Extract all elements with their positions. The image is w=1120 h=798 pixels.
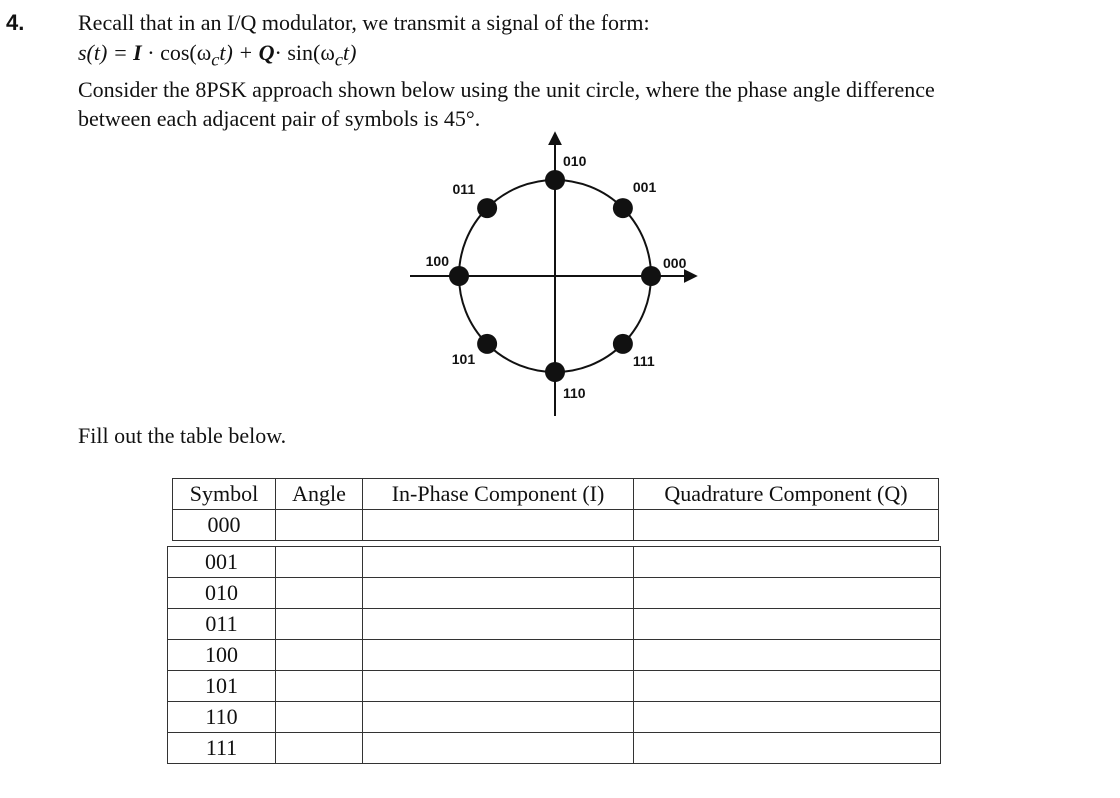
angle-cell[interactable] (276, 547, 363, 578)
symbol-cell: 001 (168, 547, 276, 578)
formula-cos: cos(ω (160, 40, 212, 65)
symbol-point (545, 362, 565, 382)
symbol-cell: 100 (168, 640, 276, 671)
fill-instruction: Fill out the table below. (78, 423, 287, 448)
formula-dot: · (141, 40, 161, 65)
angle-cell[interactable] (276, 702, 363, 733)
symbol-label: 011 (452, 181, 476, 198)
table-row (168, 671, 941, 702)
symbol-point (449, 266, 469, 286)
formula-dot2: · (274, 40, 288, 65)
quadrature-cell[interactable] (634, 671, 941, 702)
formula-sin: sin(ω (287, 40, 335, 65)
in-phase-cell[interactable] (363, 547, 634, 578)
in-phase-cell[interactable] (363, 671, 634, 702)
table-row (168, 733, 941, 764)
quadrature-cell[interactable] (634, 510, 939, 541)
table-row (168, 640, 941, 671)
formula-t2: t) (342, 40, 357, 65)
question-number: 4. (6, 10, 25, 35)
in-phase-cell[interactable] (363, 510, 634, 541)
symbol-cell: 000 (173, 510, 276, 541)
description-line-2: between each adjacent pair of symbols is 45°. (78, 106, 481, 131)
header-symbol: Symbol (173, 479, 276, 510)
symbol-cell: 111 (168, 733, 276, 764)
quadrature-cell[interactable] (634, 702, 941, 733)
in-phase-cell[interactable] (363, 702, 634, 733)
symbol-cell: 011 (168, 609, 276, 640)
table-row (168, 547, 941, 578)
8psk-constellation-diagram (405, 128, 705, 418)
angle-cell[interactable] (276, 671, 363, 702)
symbol-label: 001 (632, 179, 657, 196)
quadrature-cell[interactable] (634, 547, 941, 578)
symbol-point (613, 198, 633, 218)
symbol-label: 111 (632, 352, 655, 369)
in-phase-cell[interactable] (363, 733, 634, 764)
quadrature-cell[interactable] (634, 640, 941, 671)
formula-sub: c (211, 49, 220, 70)
symbol-label: 110 (563, 385, 586, 401)
formula-t: t) + (219, 40, 259, 65)
angle-cell[interactable] (276, 733, 363, 764)
symbol-point (477, 198, 497, 218)
table-row (168, 702, 941, 733)
in-phase-cell[interactable] (363, 640, 634, 671)
signal-formula (78, 40, 356, 70)
angle-cell[interactable] (276, 578, 363, 609)
formula-q: Q (258, 40, 275, 65)
symbol-label: 010 (563, 153, 587, 169)
symbol-label: 101 (451, 350, 476, 367)
symbol-point (545, 170, 565, 190)
table-header (172, 478, 939, 541)
table-row (168, 609, 941, 640)
answer-table (167, 546, 941, 764)
intro-text: Recall that in an I/Q modulator, we transmit a signal of the form: (78, 10, 650, 35)
angle-cell[interactable] (276, 640, 363, 671)
symbol-point (477, 334, 497, 354)
header-angle: Angle (276, 479, 363, 510)
header-quadrature: Quadrature Component (Q) (634, 479, 939, 510)
symbol-label: 100 (425, 253, 449, 269)
symbol-point (613, 334, 633, 354)
quadrature-cell[interactable] (634, 578, 941, 609)
symbol-cell: 101 (168, 671, 276, 702)
symbol-point (641, 266, 661, 286)
formula-i: I (133, 40, 142, 65)
symbol-label: 000 (663, 255, 687, 271)
description-line-1: Consider the 8PSK approach shown below using the unit circle, where the phase angle difference (78, 77, 935, 102)
quadrature-cell[interactable] (634, 609, 941, 640)
formula-lhs: s(t) = (78, 40, 134, 65)
angle-cell[interactable] (276, 609, 363, 640)
symbol-cell: 010 (168, 578, 276, 609)
header-in-phase: In-Phase Component (I) (363, 479, 634, 510)
angle-cell[interactable] (276, 510, 363, 541)
in-phase-cell[interactable] (363, 578, 634, 609)
formula-sub2: c (334, 49, 343, 70)
table-row (168, 578, 941, 609)
quadrature-cell[interactable] (634, 733, 941, 764)
symbol-cell: 110 (168, 702, 276, 733)
in-phase-cell[interactable] (363, 609, 634, 640)
